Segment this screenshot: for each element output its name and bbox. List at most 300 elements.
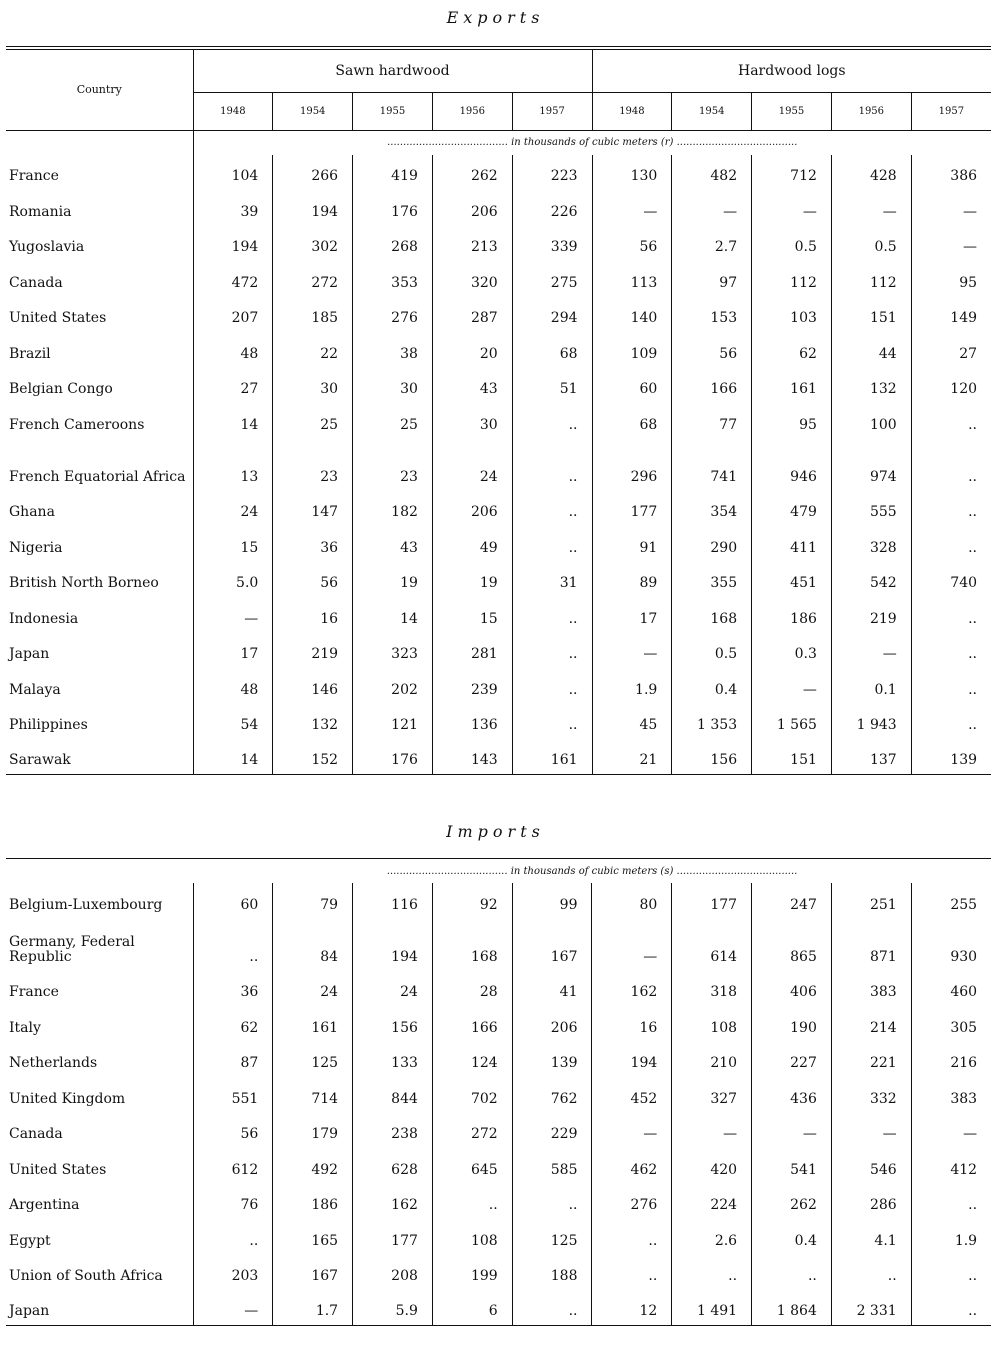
value-cell: — [193, 597, 273, 633]
value-cell: 27 [959, 345, 978, 362]
value-cell: .. [968, 416, 978, 433]
value-cell: 156 [353, 1006, 433, 1042]
year-header: 1954 [273, 92, 353, 130]
value-cell: 4.1 [831, 1219, 911, 1255]
value-cell: 41 [512, 971, 592, 1007]
value-cell: .. [512, 597, 592, 633]
value-cell: 1 353 [672, 704, 752, 740]
value-cell: 0.1 [831, 668, 911, 704]
country-cell: French Equatorial Africa [6, 439, 193, 491]
value-cell: 216 [950, 1055, 978, 1071]
country-cell: Belgian Congo [6, 368, 193, 404]
country-cell: Indonesia [6, 597, 193, 633]
value-cell: 202 [353, 668, 433, 704]
value-cell: .. [968, 1303, 978, 1319]
value-cell: 276 [353, 297, 433, 333]
table-row [6, 1006, 991, 1042]
value-cell: 214 [831, 1006, 911, 1042]
value-cell: 186 [273, 1184, 353, 1220]
country-cell: Canada [6, 1113, 193, 1149]
value-cell: 272 [273, 261, 353, 297]
value-cell: 146 [273, 668, 353, 704]
table-row [6, 297, 991, 333]
value-cell: 0.5 [752, 226, 832, 262]
value-cell: .. [968, 468, 978, 485]
value-cell: 353 [353, 261, 433, 297]
value-cell: 482 [672, 155, 752, 191]
value-cell: 2.6 [672, 1219, 752, 1255]
value-cell: 12 [592, 1290, 672, 1326]
value-cell: 208 [353, 1255, 433, 1291]
value-cell: 0.5 [831, 226, 911, 262]
value-cell: 156 [672, 739, 752, 775]
group-sawn-hardwood: Sawn hardwood [193, 48, 592, 92]
value-cell: 48 [193, 668, 273, 704]
value-cell: 219 [273, 633, 353, 669]
value-cell: 541 [752, 1148, 832, 1184]
value-cell: 1 565 [752, 704, 832, 740]
value-cell: 76 [193, 1184, 273, 1220]
value-cell: .. [512, 491, 592, 527]
table-row [6, 332, 991, 368]
value-cell: 462 [592, 1148, 672, 1184]
value-cell: 419 [353, 155, 433, 191]
value-cell: 19 [353, 562, 433, 598]
value-cell: 287 [432, 297, 512, 333]
value-cell: 268 [353, 226, 433, 262]
value-cell: 43 [432, 368, 512, 404]
value-cell: 1.9 [592, 668, 672, 704]
table-row [6, 1042, 991, 1078]
value-cell: — [672, 190, 752, 226]
imports-table [6, 858, 991, 1326]
value-cell: 89 [592, 562, 672, 598]
value-cell: 320 [432, 261, 512, 297]
country-cell: United States [6, 1148, 193, 1184]
value-cell: 302 [273, 226, 353, 262]
value-cell: 77 [672, 403, 752, 439]
table-row [6, 1077, 991, 1113]
value-cell: 194 [193, 226, 273, 262]
value-cell: 327 [672, 1077, 752, 1113]
table-row [6, 562, 991, 598]
value-cell: 383 [950, 1090, 978, 1107]
value-cell: 210 [672, 1042, 752, 1078]
value-cell: 153 [672, 297, 752, 333]
country-cell: Canada [6, 261, 193, 297]
value-cell: 112 [752, 261, 832, 297]
value-cell: 87 [193, 1042, 273, 1078]
value-cell: 272 [432, 1113, 512, 1149]
table-row [6, 155, 991, 191]
value-cell: 206 [432, 190, 512, 226]
value-cell: 108 [672, 1006, 752, 1042]
table-row [6, 633, 991, 669]
table-row [6, 971, 991, 1007]
value-cell: 136 [432, 704, 512, 740]
value-cell: — [752, 668, 832, 704]
value-cell: 23 [273, 439, 353, 491]
table-row [6, 1113, 991, 1149]
value-cell: 186 [752, 597, 832, 633]
value-cell: 213 [432, 226, 512, 262]
value-cell: 16 [273, 597, 353, 633]
value-cell: 25 [273, 403, 353, 439]
value-cell: 20 [432, 332, 512, 368]
value-cell: 36 [193, 971, 273, 1007]
value-cell: 95 [752, 403, 832, 439]
value-cell: 60 [592, 368, 672, 404]
value-cell: 612 [193, 1148, 273, 1184]
value-cell: 871 [831, 919, 911, 971]
value-cell: 120 [950, 381, 978, 397]
value-cell: 702 [432, 1077, 512, 1113]
value-cell: — [672, 1113, 752, 1149]
value-cell: 30 [273, 368, 353, 404]
value-cell: 165 [273, 1219, 353, 1255]
table-row [6, 403, 991, 439]
value-cell: 125 [273, 1042, 353, 1078]
value-cell: 714 [273, 1077, 353, 1113]
table-row [6, 526, 991, 562]
value-cell: 286 [831, 1184, 911, 1220]
value-cell: .. [968, 504, 978, 520]
value-cell: 411 [752, 526, 832, 562]
value-cell: 614 [672, 919, 752, 971]
value-cell: 152 [273, 739, 353, 775]
country-cell: French Cameroons [6, 403, 193, 439]
imports-title: Imports [446, 822, 545, 841]
value-cell: 132 [273, 704, 353, 740]
value-cell: 137 [831, 739, 911, 775]
table-row [6, 739, 991, 775]
value-cell: 276 [592, 1184, 672, 1220]
exports-title: Exports [446, 8, 545, 27]
value-cell: — [963, 1126, 978, 1142]
value-cell: 124 [432, 1042, 512, 1078]
value-cell: 585 [512, 1148, 592, 1184]
imports-units-note: ...................................... in thousands of cubic meters (s) ...................................... [386, 865, 798, 877]
value-cell: 406 [752, 971, 832, 1007]
value-cell: 930 [950, 948, 978, 965]
value-cell: — [592, 1113, 672, 1149]
value-cell: 91 [592, 526, 672, 562]
value-cell: 116 [353, 883, 433, 919]
value-cell: 479 [752, 491, 832, 527]
value-cell: 112 [831, 261, 911, 297]
value-cell: 133 [353, 1042, 433, 1078]
value-cell: 188 [512, 1255, 592, 1291]
value-cell: 19 [432, 562, 512, 598]
value-cell: 1.7 [273, 1290, 353, 1326]
group-hardwood-logs: Hardwood logs [592, 48, 991, 92]
value-cell: 229 [512, 1113, 592, 1149]
value-cell: 6 [432, 1290, 512, 1326]
value-cell: 104 [193, 155, 273, 191]
value-cell: 139 [512, 1042, 592, 1078]
value-cell: 332 [831, 1077, 911, 1113]
value-cell: .. [512, 1184, 592, 1220]
value-cell: 0.3 [752, 633, 832, 669]
value-cell: 194 [353, 919, 433, 971]
value-cell: — [592, 190, 672, 226]
table-row [6, 261, 991, 297]
table-row [6, 919, 991, 971]
country-cell: Ghana [6, 491, 193, 527]
value-cell: 162 [353, 1184, 433, 1220]
year-header: 1948 [193, 92, 273, 130]
value-cell: 741 [672, 439, 752, 491]
value-cell: 5.0 [193, 562, 273, 598]
country-cell: France [6, 971, 193, 1007]
value-cell: 24 [193, 491, 273, 527]
value-cell: 62 [193, 1006, 273, 1042]
value-cell: 551 [193, 1077, 273, 1113]
country-cell: Germany, Federal Republic [6, 919, 193, 971]
value-cell: 296 [592, 439, 672, 491]
value-cell: 328 [831, 526, 911, 562]
value-cell: .. [512, 633, 592, 669]
value-cell: 762 [512, 1077, 592, 1113]
country-cell: Sarawak [6, 739, 193, 775]
value-cell: 36 [273, 526, 353, 562]
table-row [6, 668, 991, 704]
value-cell: 95 [959, 274, 978, 291]
value-cell: .. [512, 403, 592, 439]
value-cell: 555 [831, 491, 911, 527]
value-cell: 161 [752, 368, 832, 404]
value-cell: 318 [672, 971, 752, 1007]
value-cell: 24 [273, 971, 353, 1007]
value-cell: .. [672, 1255, 752, 1291]
country-cell: Belgium-Luxembourg [6, 883, 193, 919]
value-cell: .. [968, 681, 978, 698]
value-cell: 15 [193, 526, 273, 562]
value-cell: 176 [353, 190, 433, 226]
value-cell: — [831, 1113, 911, 1149]
value-cell: 162 [592, 971, 672, 1007]
value-cell: 15 [432, 597, 512, 633]
value-cell: — [831, 190, 911, 226]
value-cell: 224 [672, 1184, 752, 1220]
value-cell: 17 [592, 597, 672, 633]
value-cell: 38 [353, 332, 433, 368]
value-cell: 48 [193, 332, 273, 368]
year-header: 1955 [752, 92, 832, 130]
value-cell: 194 [592, 1042, 672, 1078]
value-cell: .. [968, 610, 978, 627]
value-cell: 149 [950, 310, 978, 326]
value-cell: 199 [432, 1255, 512, 1291]
exports-units-note: ...................................... in thousands of cubic meters (r) ...................................... [387, 137, 798, 148]
country-cell: Italy [6, 1006, 193, 1042]
value-cell: 121 [353, 704, 433, 740]
value-cell: 84 [273, 919, 353, 971]
value-cell: 177 [592, 491, 672, 527]
value-cell: 140 [592, 297, 672, 333]
value-cell: 56 [193, 1113, 273, 1149]
country-header: Country [6, 48, 193, 130]
table-row [6, 491, 991, 527]
country-cell: Nigeria [6, 526, 193, 562]
value-cell: 25 [353, 403, 433, 439]
value-cell: 460 [950, 984, 978, 1000]
value-cell: 0.5 [672, 633, 752, 669]
value-cell: 167 [512, 919, 592, 971]
value-cell: — [752, 190, 832, 226]
value-cell: .. [968, 1197, 978, 1213]
value-cell: 132 [831, 368, 911, 404]
value-cell: 13 [193, 439, 273, 491]
table-row [6, 1290, 991, 1326]
country-cell: Union of South Africa [6, 1255, 193, 1291]
value-cell: 266 [273, 155, 353, 191]
value-cell: 43 [353, 526, 433, 562]
value-cell: 56 [592, 226, 672, 262]
year-header: 1956 [432, 92, 512, 130]
year-header: 1957 [938, 105, 965, 117]
value-cell: 151 [752, 739, 832, 775]
value-cell: 14 [193, 739, 273, 775]
value-cell: — [592, 919, 672, 971]
value-cell: 31 [512, 562, 592, 598]
value-cell: 14 [193, 403, 273, 439]
value-cell: 56 [672, 332, 752, 368]
value-cell: 281 [432, 633, 512, 669]
country-cell: Romania [6, 190, 193, 226]
value-cell: 99 [512, 883, 592, 919]
value-cell: 492 [273, 1148, 353, 1184]
value-cell: — [963, 203, 978, 220]
table-row [6, 883, 991, 919]
value-cell: 645 [432, 1148, 512, 1184]
value-cell: 0.4 [752, 1219, 832, 1255]
value-cell: 182 [353, 491, 433, 527]
table-row [6, 439, 991, 491]
value-cell: 946 [752, 439, 832, 491]
value-cell: 451 [752, 562, 832, 598]
value-cell: 194 [273, 190, 353, 226]
value-cell: .. [512, 439, 592, 491]
country-cell: United States [6, 297, 193, 333]
value-cell: 177 [353, 1219, 433, 1255]
value-cell: 80 [592, 883, 672, 919]
value-cell: 147 [273, 491, 353, 527]
country-cell: Japan [6, 1290, 193, 1326]
value-cell: 339 [512, 226, 592, 262]
value-cell: 355 [672, 562, 752, 598]
value-cell: 100 [831, 403, 911, 439]
value-cell: 2.7 [672, 226, 752, 262]
value-cell: 22 [273, 332, 353, 368]
value-cell: 386 [950, 168, 978, 184]
table-row [6, 1184, 991, 1220]
value-cell: 226 [512, 190, 592, 226]
value-cell: — [752, 1113, 832, 1149]
value-cell: 68 [512, 332, 592, 368]
value-cell: 139 [950, 752, 978, 768]
value-cell: .. [512, 668, 592, 704]
country-cell: Argentina [6, 1184, 193, 1220]
value-cell: 103 [752, 297, 832, 333]
year-header: 1956 [831, 92, 911, 130]
value-cell: 207 [193, 297, 273, 333]
value-cell: 844 [353, 1077, 433, 1113]
value-cell: 30 [432, 403, 512, 439]
value-cell: 452 [592, 1077, 672, 1113]
value-cell: 45 [592, 704, 672, 740]
value-cell: 168 [672, 597, 752, 633]
value-cell: 79 [273, 883, 353, 919]
value-cell: 21 [592, 739, 672, 775]
value-cell: 151 [831, 297, 911, 333]
value-cell: 354 [672, 491, 752, 527]
value-cell: 179 [273, 1113, 353, 1149]
value-cell: .. [592, 1219, 672, 1255]
value-cell: 5.9 [353, 1290, 433, 1326]
value-cell: 54 [193, 704, 273, 740]
value-cell: 865 [752, 919, 832, 971]
value-cell: .. [512, 704, 592, 740]
value-cell: — [592, 633, 672, 669]
value-cell: 546 [831, 1148, 911, 1184]
table-row [6, 1219, 991, 1255]
value-cell: 49 [432, 526, 512, 562]
value-cell: 262 [752, 1184, 832, 1220]
value-cell: 62 [752, 332, 832, 368]
value-cell: 109 [592, 332, 672, 368]
value-cell: 305 [950, 1019, 978, 1036]
value-cell: 290 [672, 526, 752, 562]
year-header: 1955 [353, 92, 433, 130]
table-row [6, 1148, 991, 1184]
country-cell: Japan [6, 633, 193, 669]
value-cell: — [963, 239, 978, 255]
year-header: 1954 [672, 92, 752, 130]
value-cell: 294 [512, 297, 592, 333]
country-cell: Philippines [6, 704, 193, 740]
value-cell: .. [968, 539, 978, 556]
table-row [6, 597, 991, 633]
value-cell: 428 [831, 155, 911, 191]
country-cell: British North Borneo [6, 562, 193, 598]
value-cell: 23 [353, 439, 433, 491]
value-cell: .. [512, 1290, 592, 1326]
table-row [6, 368, 991, 404]
country-cell: Malaya [6, 668, 193, 704]
value-cell: 44 [831, 332, 911, 368]
value-cell: 472 [193, 261, 273, 297]
value-cell: 275 [512, 261, 592, 297]
value-cell: 60 [193, 883, 273, 919]
value-cell: 185 [273, 297, 353, 333]
value-cell: 206 [512, 1006, 592, 1042]
value-cell: 1 943 [831, 704, 911, 740]
value-cell: 130 [592, 155, 672, 191]
value-cell: .. [968, 717, 978, 733]
value-cell: .. [831, 1255, 911, 1291]
value-cell: 206 [432, 491, 512, 527]
value-cell: 262 [432, 155, 512, 191]
value-cell: 223 [512, 155, 592, 191]
value-cell: 176 [353, 739, 433, 775]
country-cell: Egypt [6, 1219, 193, 1255]
value-cell: 167 [273, 1255, 353, 1291]
value-cell: 221 [831, 1042, 911, 1078]
year-header: 1957 [512, 92, 592, 130]
value-cell: 166 [672, 368, 752, 404]
value-cell: 383 [831, 971, 911, 1007]
